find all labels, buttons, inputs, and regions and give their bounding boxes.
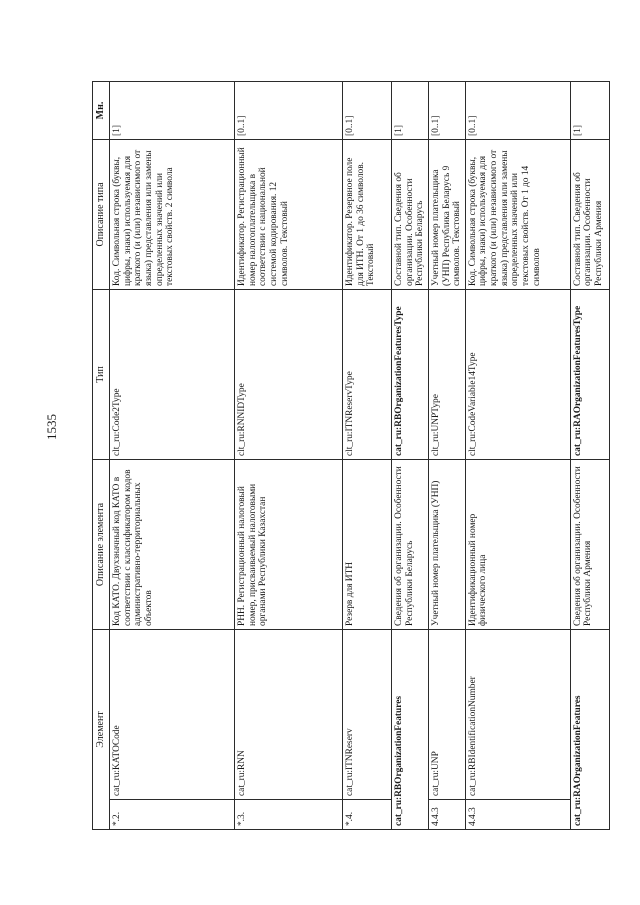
table-row <box>343 81 392 829</box>
element-name: cat_ru:KATOCode <box>110 629 235 799</box>
multiplicity: [1] <box>570 81 609 139</box>
header-element-description: Описание элемента <box>93 459 110 629</box>
header-type-description: Описание типа <box>93 139 110 289</box>
row-number: *.4. <box>343 800 392 830</box>
table-row <box>465 81 570 829</box>
element-name: cat_ru:UNP <box>428 629 465 799</box>
header-element: Элемент <box>93 629 110 829</box>
element-description: Сведения об организации. Особенности Республики Беларусь <box>392 459 429 629</box>
type-description: Идентификатор. Резервное поле для ИТН. От 1 до 36 символов. Текстовый <box>343 139 392 289</box>
row-number: *.3. <box>235 800 343 830</box>
element-description: Идентификационный номер физического лица <box>465 459 570 629</box>
type-description: Идентификатор. Регистрационный номер налогоплательщика в соответствии с национальной системой кодирования. 12 символов. Текстовый <box>235 139 343 289</box>
element-description: Код КАТО. Двухзначный код КАТО в соответствии с классификатором кодов административно-территориальных объектов <box>110 459 235 629</box>
page-number: 1535 <box>44 414 59 440</box>
table-row <box>570 81 609 829</box>
type-description: Составной тип. Сведения об организации. Особенности Республики Армения <box>570 139 609 289</box>
header-type: Тип <box>93 289 110 459</box>
element-name: cat_ru:RAOrganizationFeatures <box>570 629 609 829</box>
element-name: cat_ru:RBOrganizationFeatures <box>392 629 429 829</box>
multiplicity: [0..1] <box>235 81 343 139</box>
type-name: clt_ru:UNPType <box>428 289 465 459</box>
element-description: Сведения об организации. Особенности Республики Армения <box>570 459 609 629</box>
table-row <box>110 81 235 829</box>
row-number: 4.4.3 <box>465 800 570 830</box>
type-name: clt_ru:RNNIDType <box>235 289 343 459</box>
row-number: 4.4.3 <box>428 800 465 830</box>
row-number: *.2. <box>110 800 235 830</box>
multiplicity: [1] <box>110 81 235 139</box>
type-description: Код. Символьная строка (буквы, цифры, знаки) используемая для краткого (и (или) независимого от языка) представления или замены определенных значений или текстовых свойств. 2 символа <box>110 139 235 289</box>
element-name: cat_ru:RNN <box>235 629 343 799</box>
type-description: Код. Символьная строка (буквы, цифры, знаки) используемая для краткого (и (или) независимого от языка) представления или замены определенных значений или текстовых свойств. От 1 до 14 символов <box>465 139 570 289</box>
type-name: clt_ru:Code2Type <box>110 289 235 459</box>
type-name: clt_ru:CodeVariable14Type <box>465 289 570 459</box>
type-name: clt_ru:ITNReservType <box>343 289 392 459</box>
type-name: cat_ru:RAOrganizationFeaturesType <box>570 289 609 459</box>
rotated-table-container <box>92 82 604 830</box>
multiplicity: [0..1] <box>465 81 570 139</box>
table-row <box>392 81 429 829</box>
type-description: Учетный номер плательщика (УНП) Республика Беларусь 9 символов. Текстовый <box>428 139 465 289</box>
table-row <box>428 81 465 829</box>
element-description: Учетный номер плательщика (УНП) <box>428 459 465 629</box>
table-row <box>235 81 343 829</box>
element-description: РНН. Регистрационный налоговый номер, присваиваемый налоговыми органами Республики Казахстан <box>235 459 343 629</box>
type-name: cat_ru:RBOrganizationFeaturesType <box>392 289 429 459</box>
multiplicity: [0..1] <box>343 81 392 139</box>
type-description: Составной тип. Сведения об организации. Особенности Республики Беларусь <box>392 139 429 289</box>
element-description: Резерв для ИТН <box>343 459 392 629</box>
multiplicity: [1] <box>392 81 429 139</box>
element-name: cat_ru:ITNReserv <box>343 629 392 799</box>
element-name: cat_ru:RBIdentificationNumber <box>465 629 570 799</box>
multiplicity: [0..1] <box>428 81 465 139</box>
element-table <box>92 81 610 830</box>
header-multiplicity: Мн. <box>93 81 110 139</box>
